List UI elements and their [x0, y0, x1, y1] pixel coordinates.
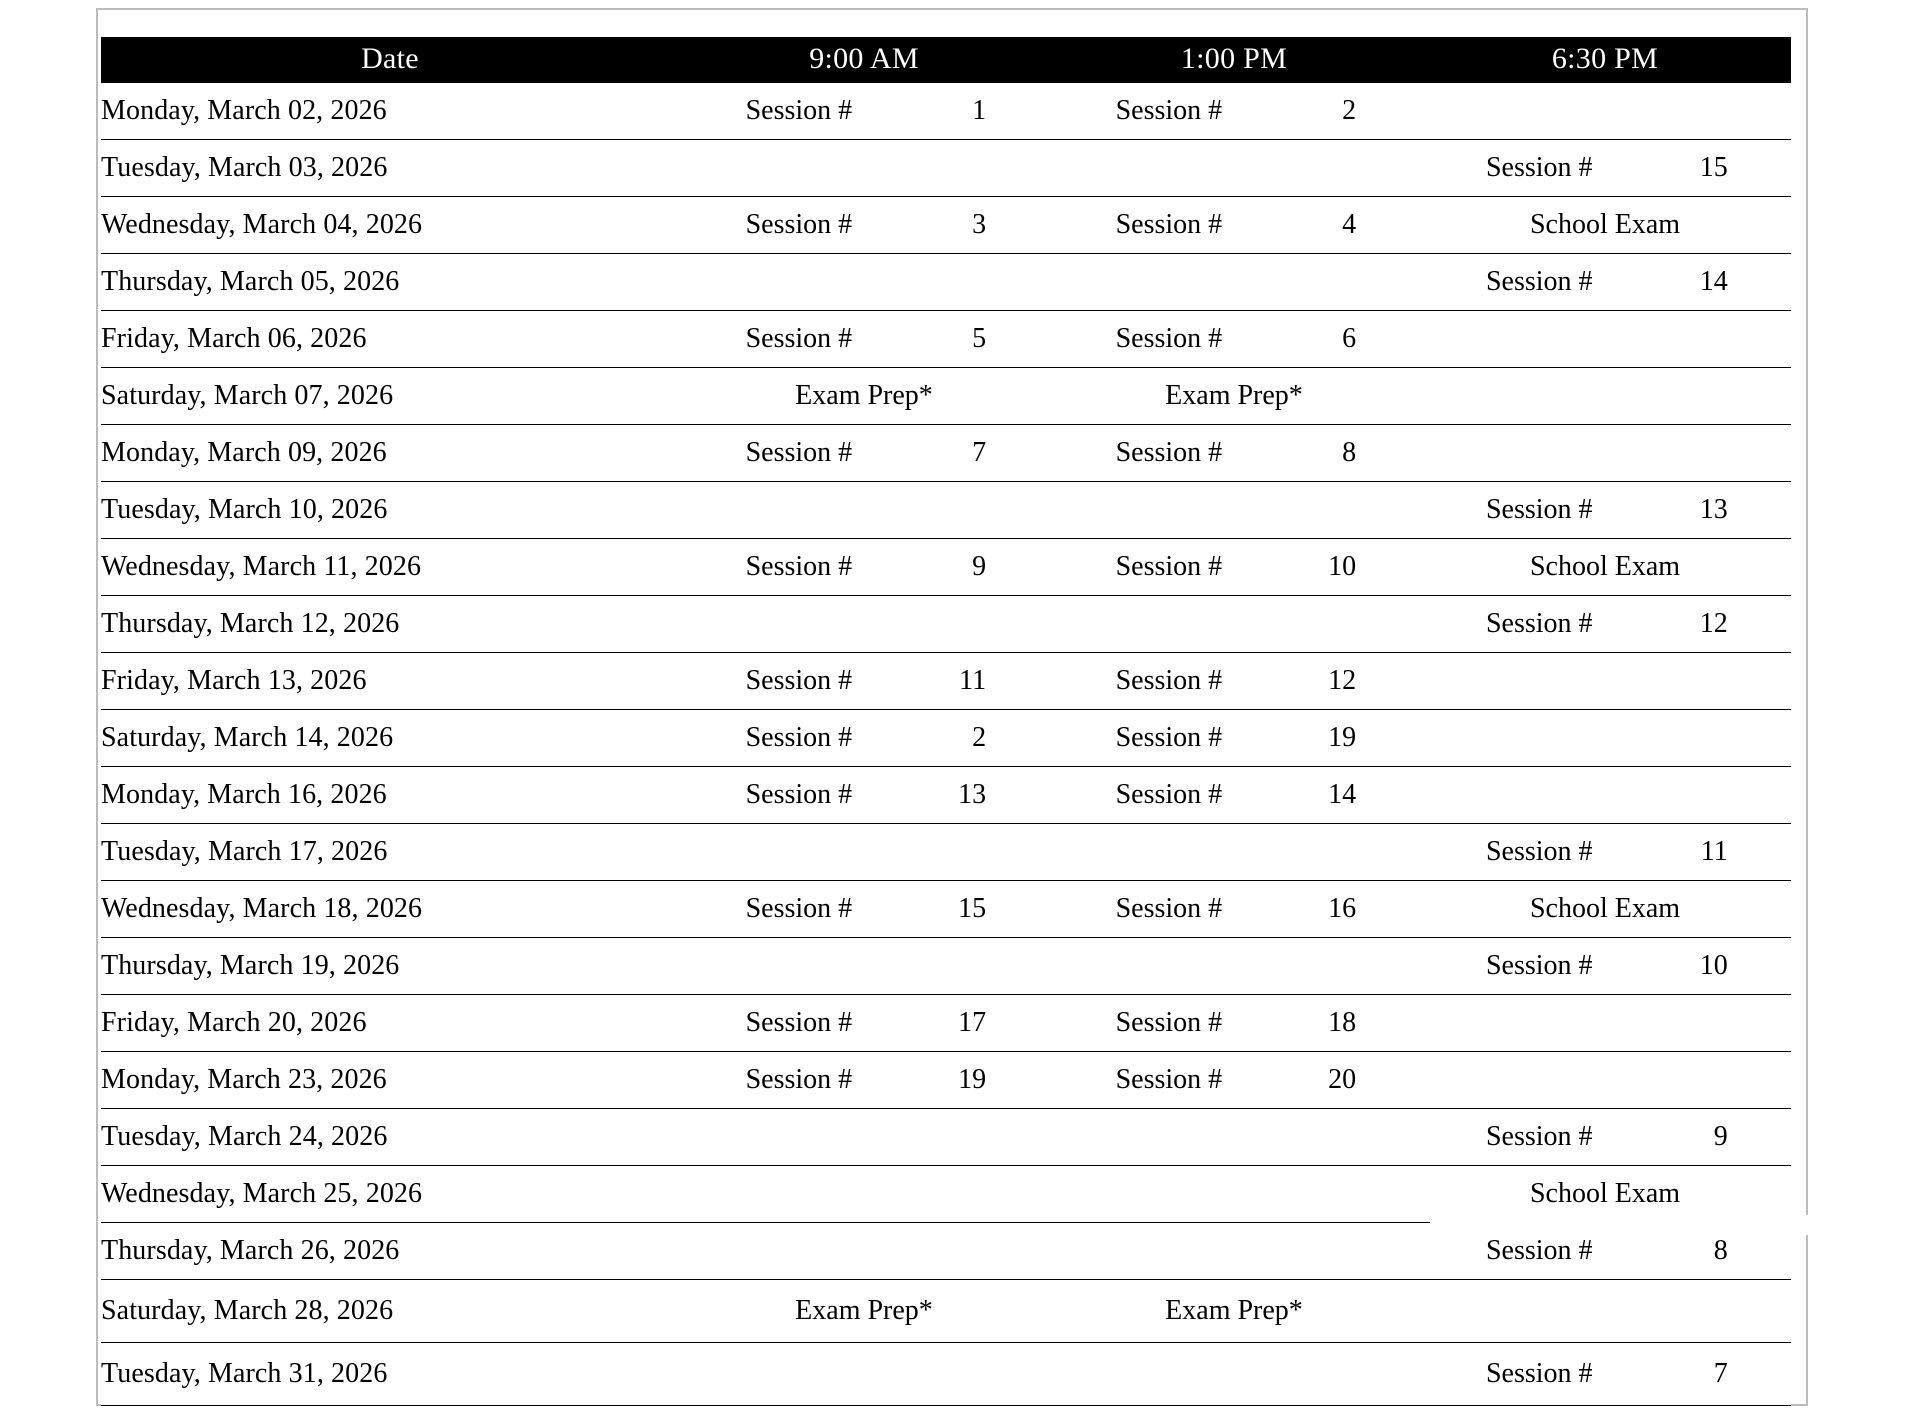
- session-label: Session #: [1115, 664, 1223, 696]
- session-number: 10: [1699, 949, 1728, 981]
- session-label: Session #: [1115, 1063, 1223, 1095]
- table-row: [101, 1051, 1791, 1108]
- schedule-cell-session-s2[interactable]: [1049, 994, 1419, 1051]
- column-header-date: Date: [101, 37, 679, 83]
- schedule-row-date: Wednesday, March 04, 2026: [101, 196, 679, 253]
- table-row: [101, 994, 1791, 1051]
- session-label: Session #: [1485, 1120, 1593, 1152]
- schedule-row-date: Monday, March 23, 2026: [101, 1051, 679, 1108]
- schedule-cell-unavailable-s1: [679, 481, 1049, 538]
- session-label: Session #: [1115, 1006, 1223, 1038]
- session-label: Session #: [1115, 892, 1223, 924]
- session-label: Session #: [745, 208, 853, 240]
- schedule-cell-unavailable-s3: [1419, 1279, 1791, 1342]
- schedule-cell-session-s3[interactable]: [1419, 481, 1791, 538]
- schedule-cell-unavailable-s1: [679, 937, 1049, 994]
- session-entry: [679, 710, 1049, 766]
- session-label: Session #: [1485, 265, 1593, 297]
- session-label: Session #: [1485, 949, 1593, 981]
- session-entry: [1049, 425, 1419, 481]
- schedule-cell-session-s1[interactable]: [679, 880, 1049, 937]
- schedule-cell-unavailable-s3: [1419, 1051, 1791, 1108]
- session-number: 7: [972, 436, 987, 468]
- schedule-cell-note-s2[interactable]: [1049, 1279, 1419, 1342]
- table-row: [101, 367, 1791, 424]
- table-row: [101, 253, 1791, 310]
- table-row: [101, 1108, 1791, 1165]
- session-label: Session #: [745, 664, 853, 696]
- session-label: Session #: [1115, 550, 1223, 582]
- table-row: [101, 481, 1791, 538]
- table-header: [101, 37, 1791, 83]
- schedule-cell-unavailable-s3: [1419, 994, 1791, 1051]
- session-entry: [1419, 254, 1791, 310]
- schedule-cell-session-s1[interactable]: [679, 709, 1049, 766]
- table-row: [101, 823, 1791, 880]
- session-number: 15: [958, 892, 987, 924]
- schedule-cell-session-s2[interactable]: [1049, 538, 1419, 595]
- cell-note-text: Exam Prep*: [1165, 1294, 1303, 1326]
- schedule-cell-note-s3[interactable]: [1419, 1165, 1791, 1222]
- schedule-cell-unavailable-s2: [1049, 481, 1419, 538]
- table-row: [101, 424, 1791, 481]
- session-label: Session #: [1485, 493, 1593, 525]
- schedule-cell-session-s2[interactable]: [1049, 652, 1419, 709]
- schedule-cell-unavailable-s3: [1419, 709, 1791, 766]
- session-number: 4: [1342, 208, 1357, 240]
- session-label: Session #: [1115, 721, 1223, 753]
- schedule-row-date: Friday, March 13, 2026: [101, 652, 679, 709]
- schedule-cell-unavailable-s1: [679, 253, 1049, 310]
- session-entry: [1049, 995, 1419, 1051]
- session-number: 13: [958, 778, 987, 810]
- session-label: Session #: [745, 892, 853, 924]
- table-row: [101, 880, 1791, 937]
- session-entry: [1419, 938, 1791, 994]
- schedule-row-date: Thursday, March 05, 2026: [101, 253, 679, 310]
- table-row: [101, 937, 1791, 994]
- session-number: 2: [972, 721, 987, 753]
- session-number: 3: [972, 208, 987, 240]
- schedule-cell-unavailable-s2: [1049, 1108, 1419, 1165]
- session-entry: [679, 197, 1049, 253]
- schedule-cell-unavailable-s3: [1419, 83, 1791, 140]
- session-number: 11: [959, 664, 987, 696]
- schedule-cell-session-s2[interactable]: [1049, 83, 1419, 140]
- schedule-cell-note-s3[interactable]: [1419, 880, 1791, 937]
- schedule-cell-session-s3[interactable]: [1419, 1342, 1791, 1405]
- session-entry: [679, 995, 1049, 1051]
- schedule-row-date: Tuesday, March 31, 2026: [101, 1342, 679, 1405]
- schedule-cell-note-s1[interactable]: [679, 367, 1049, 424]
- schedule-cell-session-s3[interactable]: [1419, 253, 1791, 310]
- schedule-cell-session-s3[interactable]: [1419, 823, 1791, 880]
- session-label: Session #: [1115, 94, 1223, 126]
- schedule-row-date: Monday, March 09, 2026: [101, 424, 679, 481]
- schedule-cell-unavailable-s3: [1419, 652, 1791, 709]
- session-label: Session #: [745, 94, 853, 126]
- session-entry: [1049, 197, 1419, 253]
- session-number: 6: [1342, 322, 1357, 354]
- session-entry: [679, 83, 1049, 139]
- schedule-cell-session-s1[interactable]: [679, 766, 1049, 823]
- cell-note-text: School Exam: [1529, 1177, 1681, 1209]
- schedule-table: [101, 37, 1791, 1406]
- schedule-cell-unavailable-s2: [1049, 1222, 1419, 1279]
- session-number: 19: [1328, 721, 1357, 753]
- session-entry: [1049, 653, 1419, 709]
- session-label: Session #: [745, 436, 853, 468]
- schedule-row-date: Wednesday, March 11, 2026: [101, 538, 679, 595]
- schedule-cell-session-s2[interactable]: [1049, 1051, 1419, 1108]
- session-label: Session #: [1115, 778, 1223, 810]
- session-number: 20: [1328, 1063, 1357, 1095]
- table-row: [101, 652, 1791, 709]
- cell-note-text: Exam Prep*: [795, 1294, 933, 1326]
- table-row: [101, 310, 1791, 367]
- session-number: 14: [1328, 778, 1357, 810]
- schedule-cell-session-s1[interactable]: [679, 994, 1049, 1051]
- session-entry: [679, 653, 1049, 709]
- schedule-row-date: Saturday, March 28, 2026: [101, 1279, 679, 1342]
- session-label: Session #: [1115, 436, 1223, 468]
- session-label: Session #: [745, 1063, 853, 1095]
- schedule-cell-unavailable-s1: [679, 1222, 1049, 1279]
- session-entry: [1049, 767, 1419, 823]
- session-number: 10: [1328, 550, 1357, 582]
- schedule-row-date: Monday, March 02, 2026: [101, 83, 679, 140]
- column-header-0900: 9:00 AM: [679, 37, 1049, 83]
- session-entry: [679, 767, 1049, 823]
- session-label: Session #: [745, 550, 853, 582]
- session-label: Session #: [1485, 835, 1593, 867]
- schedule-cell-note-s3[interactable]: [1419, 196, 1791, 253]
- table-row: [101, 709, 1791, 766]
- column-header-1830: 6:30 PM: [1419, 37, 1791, 83]
- header-row: [101, 37, 1791, 83]
- session-number: 8: [1342, 436, 1357, 468]
- schedule-row-date: Tuesday, March 17, 2026: [101, 823, 679, 880]
- session-number: 12: [1699, 607, 1728, 639]
- schedule-cell-session-s1[interactable]: [679, 310, 1049, 367]
- schedule-cell-session-s2[interactable]: [1049, 310, 1419, 367]
- schedule-cell-unavailable-s2: [1049, 937, 1419, 994]
- session-entry: [1419, 596, 1791, 652]
- schedule-row-date: Friday, March 06, 2026: [101, 310, 679, 367]
- schedule-cell-session-s2[interactable]: [1049, 196, 1419, 253]
- column-header-1300: 1:00 PM: [1049, 37, 1419, 83]
- session-entry: [679, 539, 1049, 595]
- session-number: 5: [972, 322, 987, 354]
- cell-note-text: School Exam: [1529, 208, 1681, 240]
- schedule-row-date: Tuesday, March 03, 2026: [101, 139, 679, 196]
- schedule-row-date: Wednesday, March 25, 2026: [101, 1165, 679, 1222]
- schedule-row-date: Saturday, March 14, 2026: [101, 709, 679, 766]
- schedule-row-date: Thursday, March 12, 2026: [101, 595, 679, 652]
- schedule-row-date: Monday, March 16, 2026: [101, 766, 679, 823]
- table-row: [101, 196, 1791, 253]
- session-entry: [679, 1052, 1049, 1108]
- schedule-cell-session-s1[interactable]: [679, 652, 1049, 709]
- session-number: 13: [1699, 493, 1728, 525]
- schedule-cell-unavailable-s1: [679, 1165, 1049, 1222]
- schedule-cell-note-s2[interactable]: [1049, 367, 1419, 424]
- schedule-cell-unavailable-s1: [679, 595, 1049, 652]
- session-number: 18: [1328, 1006, 1357, 1038]
- schedule-cell-session-s2[interactable]: [1049, 424, 1419, 481]
- cell-note-text: Exam Prep*: [1165, 379, 1303, 411]
- session-label: Session #: [1115, 208, 1223, 240]
- session-number: 2: [1342, 94, 1357, 126]
- schedule-cell-session-s1[interactable]: [679, 196, 1049, 253]
- schedule-cell-unavailable-s3: [1419, 367, 1791, 424]
- session-entry: [1419, 1109, 1791, 1165]
- table-row: [101, 1279, 1791, 1342]
- schedule-cell-unavailable-s2: [1049, 595, 1419, 652]
- schedule-row-date: Thursday, March 19, 2026: [101, 937, 679, 994]
- schedule-cell-unavailable-s2: [1049, 139, 1419, 196]
- session-entry: [1419, 482, 1791, 538]
- table-body: [101, 83, 1791, 1406]
- session-entry: [1049, 1052, 1419, 1108]
- schedule-cell-session-s2[interactable]: [1049, 880, 1419, 937]
- table-row: [101, 1342, 1791, 1405]
- session-entry: [1049, 311, 1419, 367]
- session-label: Session #: [1485, 151, 1593, 183]
- schedule-cell-session-s3[interactable]: [1419, 139, 1791, 196]
- cell-note-text: School Exam: [1529, 892, 1681, 924]
- schedule-cell-unavailable-s1: [679, 823, 1049, 880]
- table-row: [101, 1165, 1791, 1222]
- session-number: 17: [958, 1006, 987, 1038]
- session-number: 9: [1713, 1120, 1728, 1152]
- schedule-cell-unavailable-s2: [1049, 823, 1419, 880]
- schedule-row-date: Saturday, March 07, 2026: [101, 367, 679, 424]
- session-number: 11: [1700, 835, 1728, 867]
- schedule-row-date: Wednesday, March 18, 2026: [101, 880, 679, 937]
- session-number: 9: [972, 550, 987, 582]
- session-entry: [1419, 824, 1791, 880]
- session-number: 8: [1713, 1234, 1728, 1266]
- table-row: [101, 766, 1791, 823]
- schedule-cell-unavailable-s3: [1419, 424, 1791, 481]
- schedule-cell-session-s1[interactable]: [679, 83, 1049, 140]
- session-number: 14: [1699, 265, 1728, 297]
- session-number: 16: [1328, 892, 1357, 924]
- session-number: 7: [1713, 1357, 1728, 1389]
- page-edge-notch: [1430, 1215, 1810, 1235]
- session-number: 12: [1328, 664, 1357, 696]
- session-label: Session #: [745, 721, 853, 753]
- table-row: [101, 538, 1791, 595]
- schedule-cell-session-s3[interactable]: [1419, 595, 1791, 652]
- session-entry: [679, 311, 1049, 367]
- session-entry: [679, 425, 1049, 481]
- session-entry: [1049, 83, 1419, 139]
- schedule-cell-unavailable-s3: [1419, 310, 1791, 367]
- cell-note-text: School Exam: [1529, 550, 1681, 582]
- session-label: Session #: [745, 322, 853, 354]
- schedule-row-date: Tuesday, March 24, 2026: [101, 1108, 679, 1165]
- schedule-cell-unavailable-s2: [1049, 1342, 1419, 1405]
- session-label: Session #: [1115, 322, 1223, 354]
- schedule-cell-session-s3[interactable]: [1419, 937, 1791, 994]
- schedule-cell-unavailable-s1: [679, 139, 1049, 196]
- schedule-cell-unavailable-s2: [1049, 1165, 1419, 1222]
- schedule-row-date: Thursday, March 26, 2026: [101, 1222, 679, 1279]
- schedule-cell-unavailable-s3: [1419, 766, 1791, 823]
- session-entry: [679, 881, 1049, 937]
- schedule-row-date: Tuesday, March 10, 2026: [101, 481, 679, 538]
- session-label: Session #: [1485, 1357, 1593, 1389]
- schedule-table-container: [101, 37, 1801, 1406]
- session-label: Session #: [745, 778, 853, 810]
- cell-note-text: Exam Prep*: [795, 379, 933, 411]
- table-row: [101, 595, 1791, 652]
- schedule-cell-session-s2[interactable]: [1049, 709, 1419, 766]
- session-label: Session #: [1485, 607, 1593, 639]
- session-number: 1: [972, 94, 987, 126]
- session-entry: [1049, 539, 1419, 595]
- session-entry: [1419, 140, 1791, 196]
- session-label: Session #: [745, 1006, 853, 1038]
- session-entry: [1049, 881, 1419, 937]
- session-entry: [1419, 1343, 1791, 1405]
- schedule-cell-unavailable-s1: [679, 1108, 1049, 1165]
- session-number: 15: [1699, 151, 1728, 183]
- schedule-cell-session-s1[interactable]: [679, 1051, 1049, 1108]
- session-entry: [1049, 710, 1419, 766]
- schedule-cell-session-s1[interactable]: [679, 424, 1049, 481]
- schedule-row-date: Friday, March 20, 2026: [101, 994, 679, 1051]
- schedule-cell-session-s2[interactable]: [1049, 766, 1419, 823]
- schedule-cell-note-s3[interactable]: [1419, 538, 1791, 595]
- table-row: [101, 83, 1791, 140]
- schedule-cell-note-s1[interactable]: [679, 1279, 1049, 1342]
- schedule-cell-unavailable-s2: [1049, 253, 1419, 310]
- session-number: 19: [958, 1063, 987, 1095]
- schedule-cell-session-s1[interactable]: [679, 538, 1049, 595]
- schedule-cell-unavailable-s1: [679, 1342, 1049, 1405]
- session-label: Session #: [1485, 1234, 1593, 1266]
- schedule-cell-session-s3[interactable]: [1419, 1108, 1791, 1165]
- table-row: [101, 139, 1791, 196]
